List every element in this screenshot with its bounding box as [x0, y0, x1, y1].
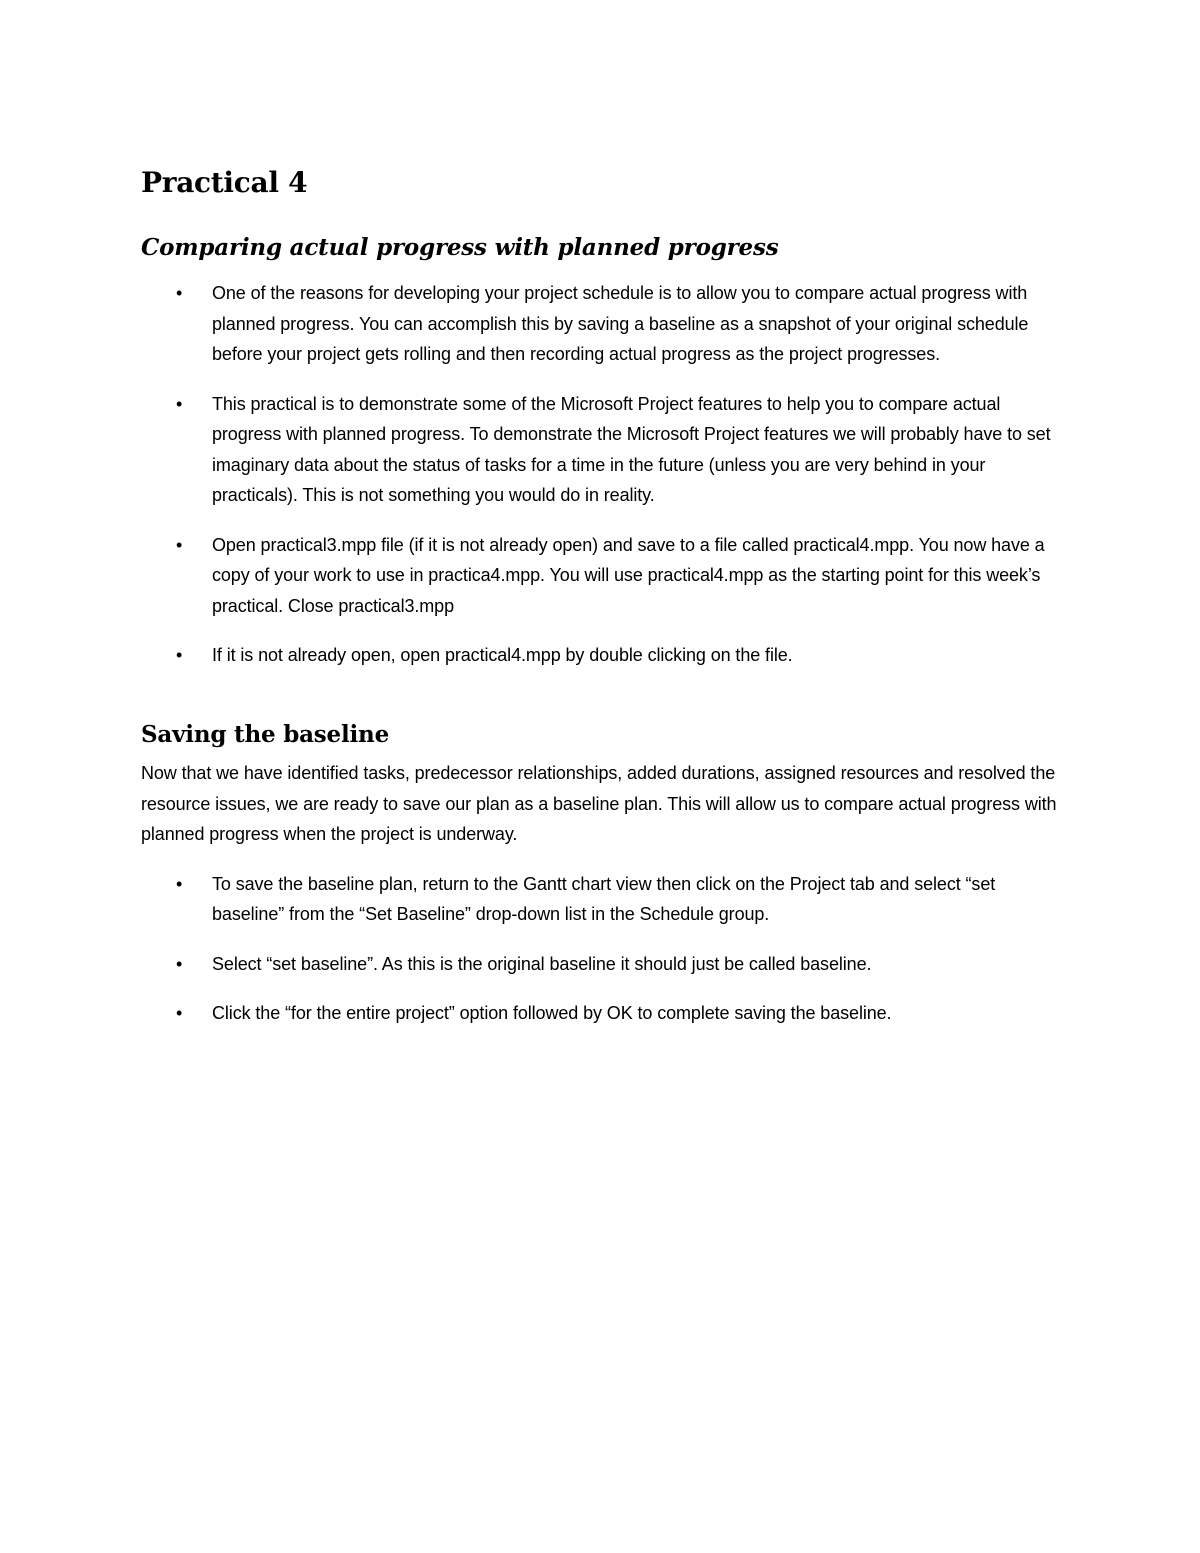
intro-paragraph: Now that we have identified tasks, predecessor relationships, added durations, assigned resources and resolved the resource issues, we are ready to save our plan as a baseline plan. This will allow us to compare actual progress with planned progress when the project is underway.: [141, 763, 1057, 844]
bullet-icon: •: [176, 283, 183, 303]
bullet-item: [141, 640, 1061, 671]
bullet-item: [141, 949, 1061, 980]
bullet-item: [141, 998, 1061, 1029]
section-comparing-progress: [141, 232, 1061, 690]
bullet-list-comparing-progress: [141, 278, 1061, 671]
bullet-item: [141, 869, 1061, 930]
bullet-text: This practical is to demonstrate some of the Microsoft Project features to help you to compare actual progress with planned progress. To demonstrate the Microsoft Project features we will probably have to set imaginary data about the status of tasks for a time in the future (unless you are very behind in your practicals). This is not something you would do in reality.: [212, 393, 1051, 505]
bullet-icon: •: [176, 393, 183, 414]
bullet-text: Click the “for the entire project” option followed by OK to complete saving the baseline.: [212, 1003, 892, 1023]
bullet-list-saving-baseline: [141, 869, 1061, 1029]
bullet-icon: •: [176, 873, 183, 894]
bullet-item: [141, 278, 1061, 370]
bullet-icon: •: [176, 534, 183, 555]
bullet-text: One of the reasons for developing your project schedule is to allow you to compare actual progress with planned progress. You can accomplish this by saving a baseline as a snapshot of your original schedule before your project gets rolling and then recording actual progress as the project progresses.: [212, 283, 1029, 364]
section-saving-baseline: [141, 718, 1061, 1048]
bullet-item: [141, 389, 1061, 511]
bullet-icon: •: [176, 1003, 183, 1023]
bullet-text: Select “set baseline”. As this is the original baseline it should just be called baseline.: [212, 953, 872, 974]
bullet-text: To save the baseline plan, return to the Gantt chart view then click on the Project tab and select “set baseline” from the “Set Baseline” drop-down list in the Schedule group.: [212, 873, 996, 924]
bullet-text: Open practical3.mpp file (if it is not already open) and save to a file called practical4.mpp. You now have a copy of your work to use in practica4.mpp. You will use practical4.mpp as the starting point for this week’s practical. Close practical3.mpp: [212, 534, 1045, 616]
document-title: Practical 4: [141, 166, 308, 199]
bullet-icon: •: [176, 953, 183, 974]
bullet-item: [141, 530, 1061, 622]
section-heading-saving-baseline: Saving the baseline: [141, 721, 390, 748]
bullet-icon: •: [176, 645, 183, 665]
section-heading-comparing-progress: Comparing actual progress with planned progress: [141, 234, 779, 261]
bullet-text: If it is not already open, open practical4.mpp by double clicking on the file.: [212, 645, 793, 665]
